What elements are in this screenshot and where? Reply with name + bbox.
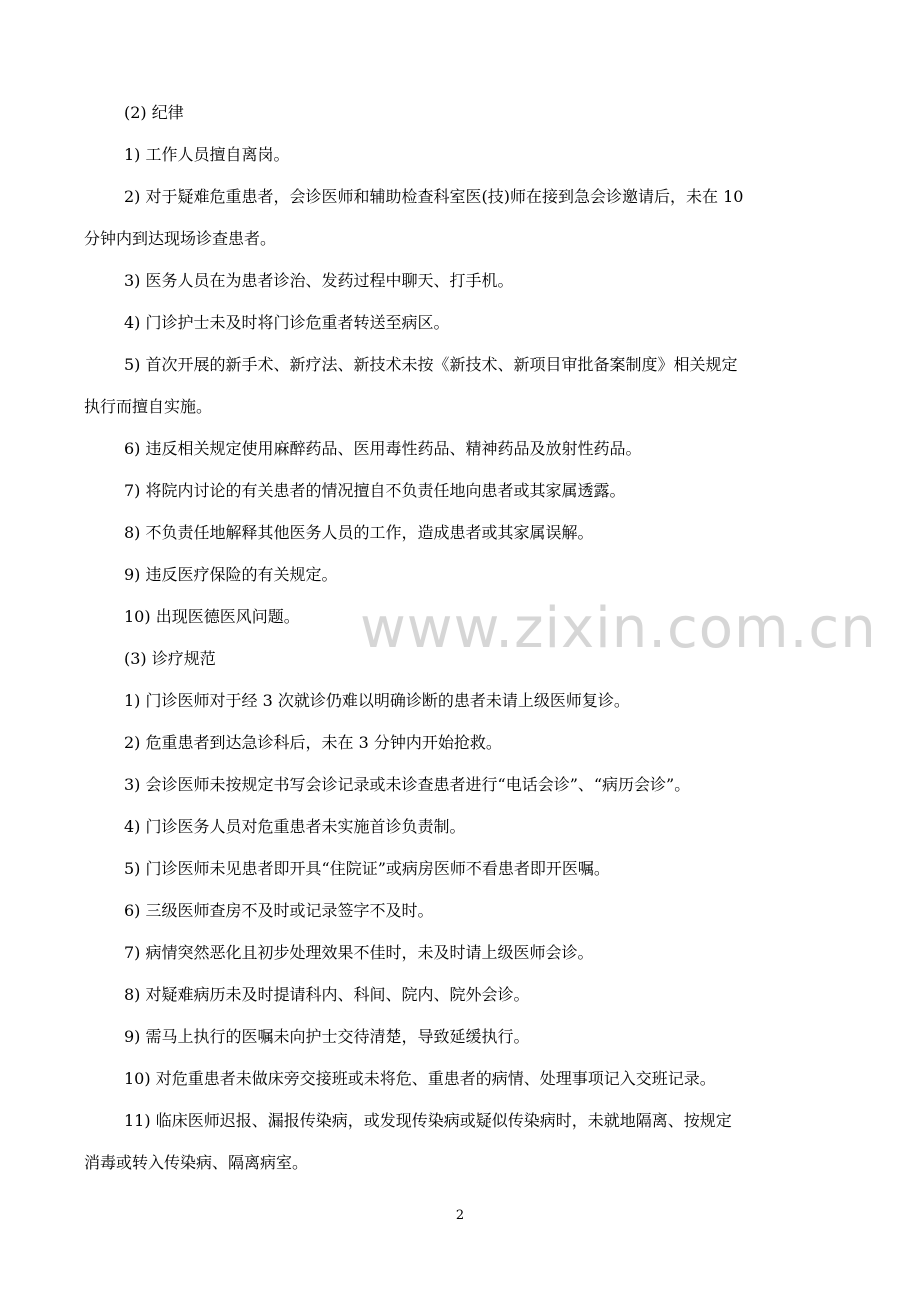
list-item: 4) 门诊护士未及时将门诊危重者转送至病区。 bbox=[124, 313, 450, 332]
list-item: 2) 对于疑难危重患者，会诊医师和辅助检查科室医(技)师在接到急会诊邀请后，未在 10 bbox=[124, 187, 744, 206]
list-item-continuation: 消毒或转入传染病、隔离病室。 bbox=[84, 1153, 309, 1172]
list-item: 9) 违反医疗保险的有关规定。 bbox=[124, 565, 338, 584]
list-item: 10) 出现医德医风问题。 bbox=[124, 607, 300, 626]
list-item: 6) 违反相关规定使用麻醉药品、医用毒性药品、精神药品及放射性药品。 bbox=[124, 439, 642, 458]
page-number: 2 bbox=[455, 1208, 465, 1223]
watermark: www.zixin.com.cn bbox=[360, 596, 877, 661]
list-item-continuation: 分钟内到达现场诊查患者。 bbox=[84, 229, 277, 248]
list-item: 6) 三级医师查房不及时或记录签字不及时。 bbox=[124, 901, 434, 920]
section-heading-diagnosis-norms: (3) 诊疗规范 bbox=[124, 649, 216, 668]
list-item: 7) 将院内讨论的有关患者的情况擅自不负责任地向患者或其家属透露。 bbox=[124, 481, 626, 500]
list-item: 1) 门诊医师对于经 3 次就诊仍难以明确诊断的患者未请上级医师复诊。 bbox=[124, 691, 630, 710]
list-item: 4) 门诊医务人员对危重患者未实施首诊负责制。 bbox=[124, 817, 466, 836]
list-item: 3) 会诊医师未按规定书写会诊记录或未诊查患者进行“电话会诊”、“病历会诊”。 bbox=[124, 775, 691, 794]
list-item: 5) 门诊医师未见患者即开具“住院证”或病房医师不看患者即开医嘱。 bbox=[124, 859, 610, 878]
list-item: 1) 工作人员擅自离岗。 bbox=[124, 145, 290, 164]
section-heading-discipline: (2) 纪律 bbox=[124, 103, 184, 122]
list-item: 7) 病情突然恶化且初步处理效果不佳时，未及时请上级医师会诊。 bbox=[124, 943, 594, 962]
list-item: 3) 医务人员在为患者诊治、发药过程中聊天、打手机。 bbox=[124, 271, 514, 290]
list-item: 11) 临床医师迟报、漏报传染病，或发现传染病或疑似传染病时，未就地隔离、按规定 bbox=[124, 1111, 732, 1130]
list-item: 10) 对危重患者未做床旁交接班或未将危、重患者的病情、处理事项记入交班记录。 bbox=[124, 1069, 716, 1088]
list-item-continuation: 执行而擅自实施。 bbox=[84, 397, 213, 416]
list-item: 8) 不负责任地解释其他医务人员的工作，造成患者或其家属误解。 bbox=[124, 523, 594, 542]
list-item: 2) 危重患者到达急诊科后，未在 3 分钟内开始抢救。 bbox=[124, 733, 502, 752]
list-item: 5) 首次开展的新手术、新疗法、新技术未按《新技术、新项目审批备案制度》相关规定 bbox=[124, 355, 738, 374]
list-item: 8) 对疑难病历未及时提请科内、科间、院内、院外会诊。 bbox=[124, 985, 530, 1004]
list-item: 9) 需马上执行的医嘱未向护士交待清楚，导致延缓执行。 bbox=[124, 1027, 530, 1046]
